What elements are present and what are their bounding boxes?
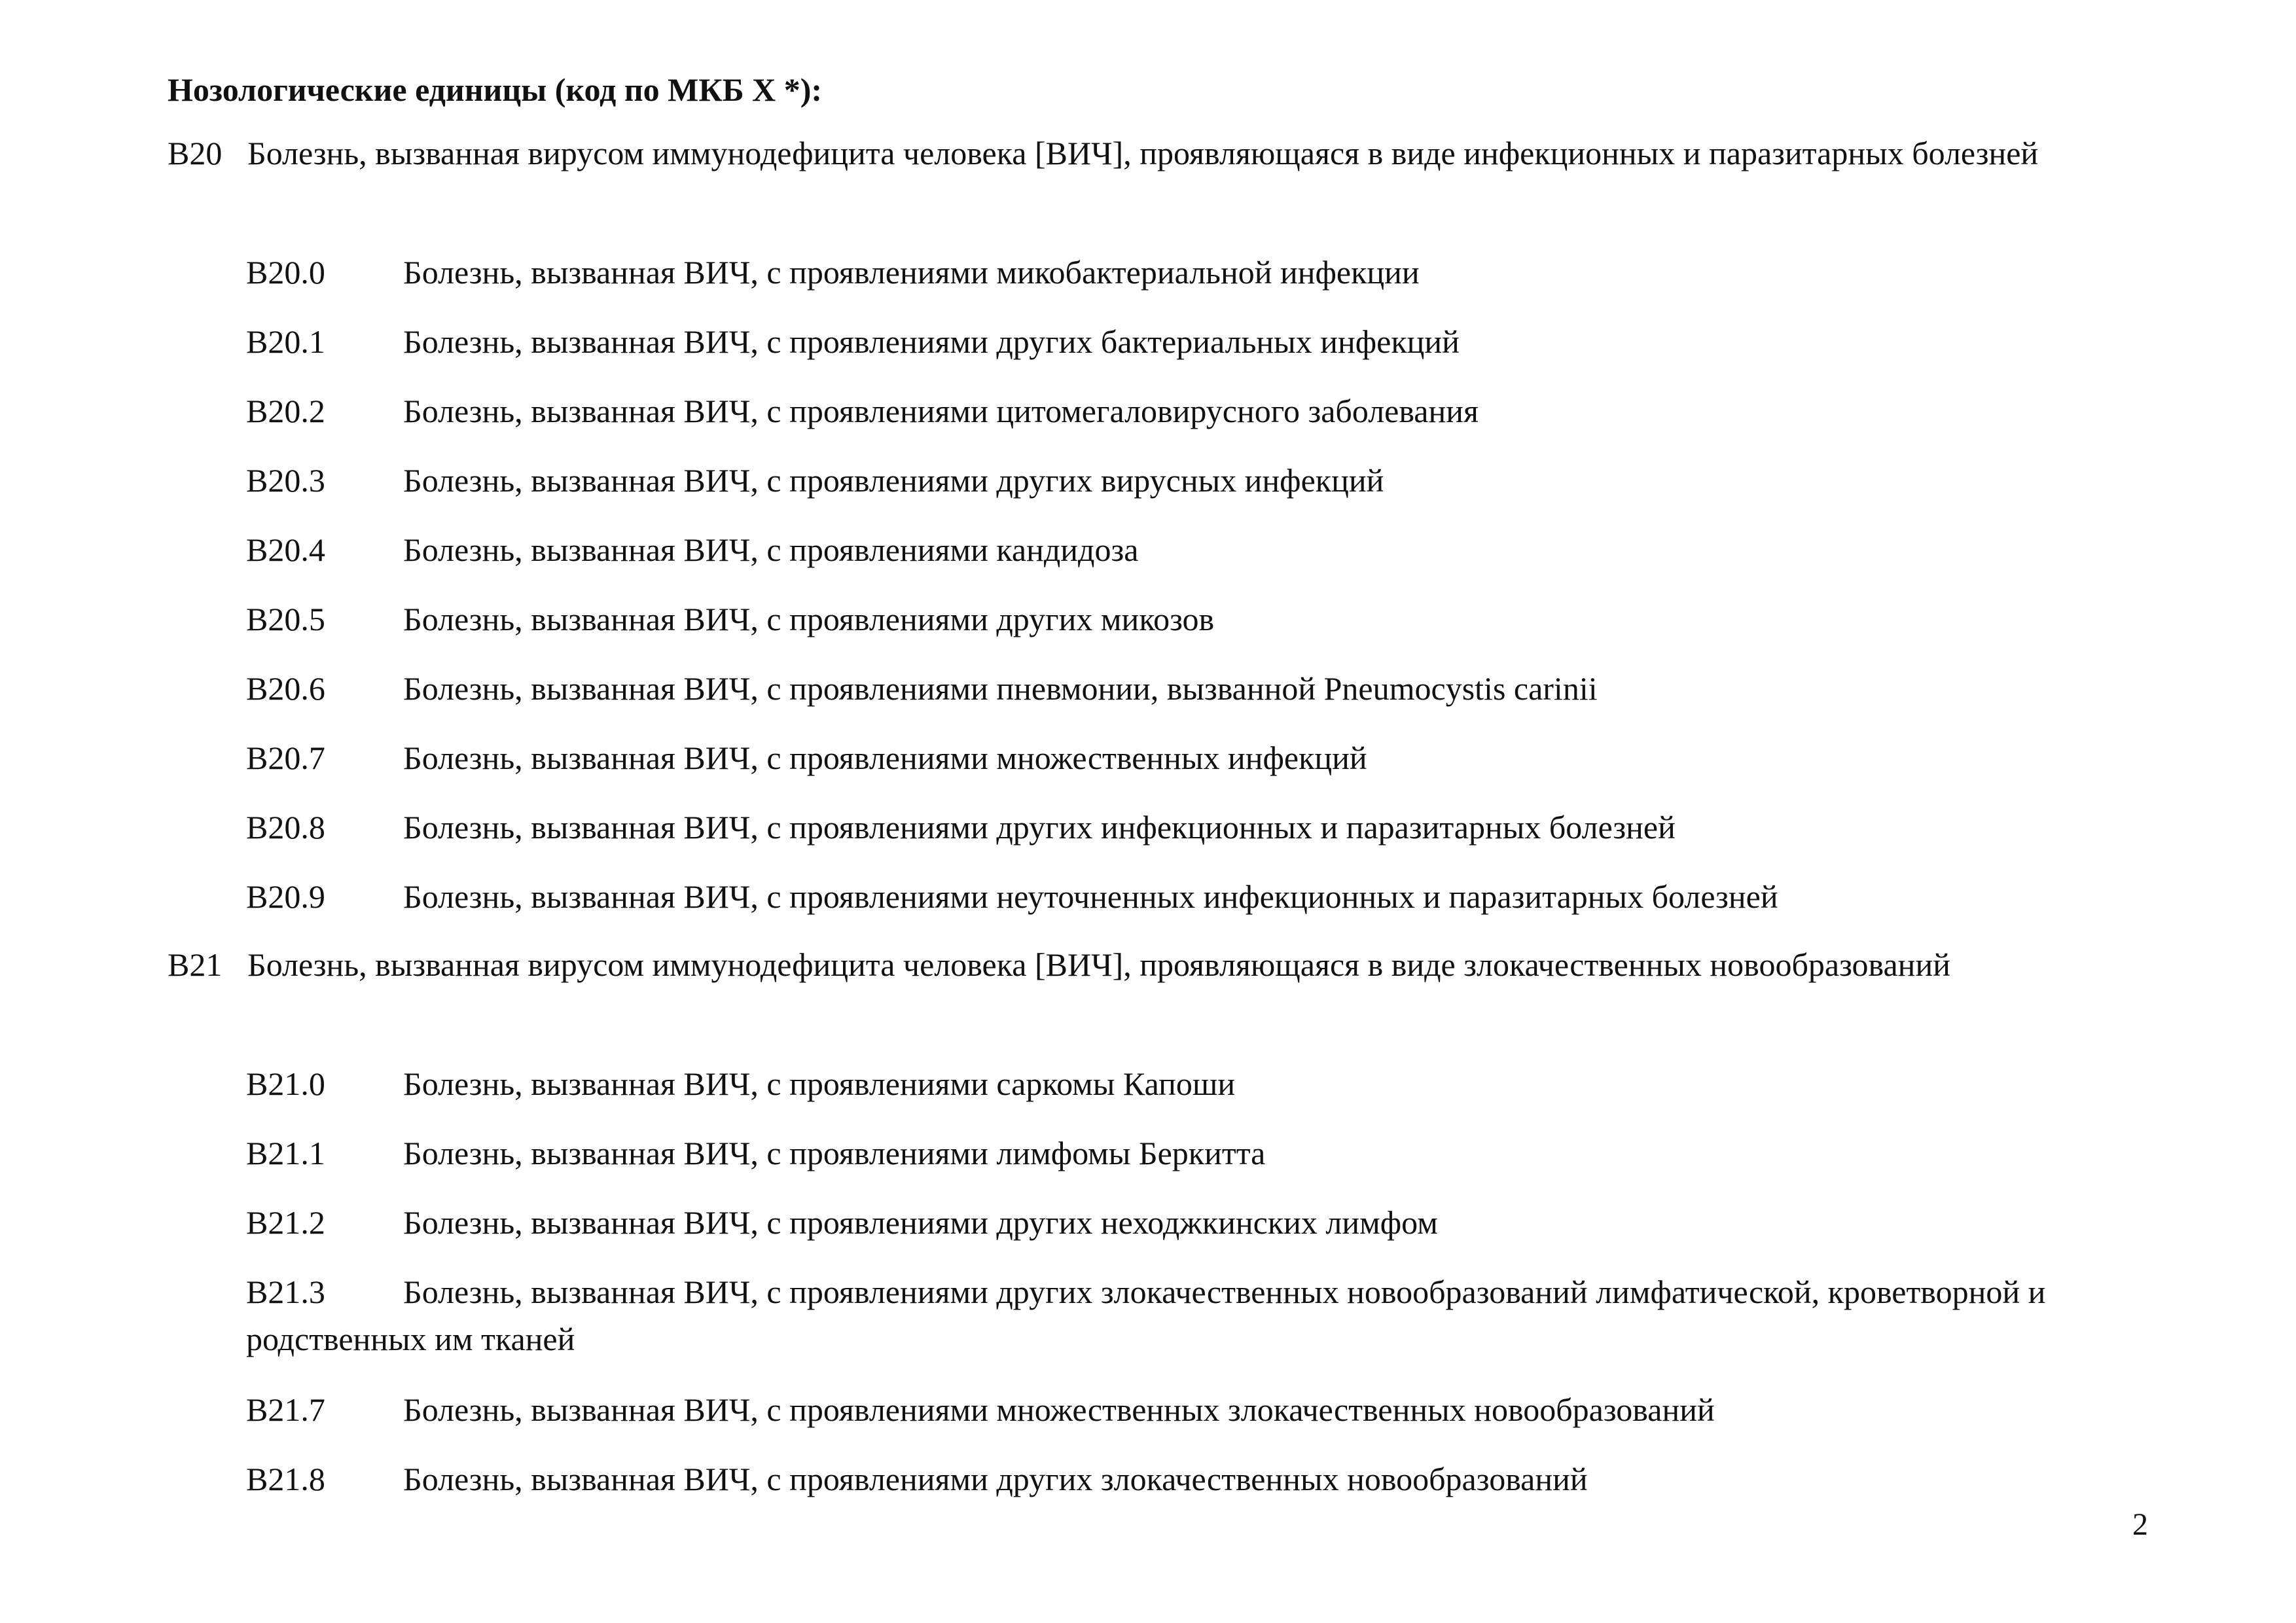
- page-number: 2: [2132, 1507, 2148, 1542]
- list-item: [246, 249, 1420, 296]
- entry-code: B20.9: [246, 878, 325, 915]
- entry-text: Болезнь, вызванная ВИЧ, с проявлениями множественных инфекций: [403, 740, 1367, 776]
- entry-code: B20.3: [246, 462, 325, 499]
- entry-text: Болезнь, вызванная ВИЧ, с проявлениями лимфомы Беркитта: [403, 1135, 1266, 1171]
- entry-code: B21.3: [246, 1274, 325, 1310]
- entry-text: Болезнь, вызванная ВИЧ, с проявлениями других злокачественных новообразований: [403, 1461, 1588, 1497]
- entry-code: B20.2: [246, 393, 325, 429]
- list-item: [246, 1455, 1588, 1503]
- list-item: [246, 1199, 1438, 1246]
- list-item: [246, 457, 1384, 504]
- group-title: Болезнь, вызванная вирусом иммунодефицита человека [ВИЧ], проявляющаяся в виде инфекционных и паразитарных болезней: [247, 135, 2039, 171]
- entry-code: B20.0: [246, 254, 325, 291]
- group-b21-heading: [168, 941, 2092, 988]
- list-item: [246, 804, 1676, 851]
- entry-text: Болезнь, вызванная ВИЧ, с проявлениями других бактериальных инфекций: [403, 323, 1460, 360]
- group-code: B21: [168, 946, 223, 983]
- entry-text: Болезнь, вызванная ВИЧ, с проявлениями кандидоза: [403, 531, 1139, 568]
- entry-code: B20.6: [246, 670, 325, 707]
- entry-text: Болезнь, вызванная ВИЧ, с проявлениями других неходжкинских лимфом: [403, 1204, 1438, 1241]
- list-item: [246, 1130, 1265, 1177]
- entry-text: Болезнь, вызванная ВИЧ, с проявлениями микобактериальной инфекции: [403, 254, 1420, 291]
- entry-code: B21.7: [246, 1391, 325, 1428]
- list-item: [246, 873, 1778, 920]
- entry-text: Болезнь, вызванная ВИЧ, с проявлениями других микозов: [403, 601, 1215, 637]
- list-item: [246, 387, 1479, 435]
- entry-text: Болезнь, вызванная ВИЧ, с проявлениями других вирусных инфекций: [403, 462, 1384, 499]
- section-heading: Нозологические единицы (код по МКБ X *):: [168, 71, 823, 108]
- list-item: [246, 526, 1138, 573]
- entry-code: B21.2: [246, 1204, 325, 1241]
- entry-text: Болезнь, вызванная ВИЧ, с проявлениями множественных злокачественных новообразований: [403, 1391, 1715, 1428]
- entry-text: Болезнь, вызванная ВИЧ, с проявлениями саркомы Капоши: [403, 1065, 1236, 1102]
- entry-code: B20.8: [246, 809, 325, 846]
- group-code: B20: [168, 135, 223, 171]
- entry-text: Болезнь, вызванная ВИЧ, с проявлениями других злокачественных новообразований лимфатической, кроветворной и родственных им тканей: [246, 1274, 2046, 1357]
- entry-text: Болезнь, вызванная ВИЧ, с проявлениями неуточненных инфекционных и паразитарных болезней: [403, 878, 1778, 915]
- group-b20-heading: [168, 130, 2092, 177]
- entry-text: Болезнь, вызванная ВИЧ, с проявлениями цитомегаловирусного заболевания: [403, 393, 1479, 429]
- entry-code: B20.4: [246, 531, 325, 568]
- entry-code: B20.5: [246, 601, 325, 637]
- list-item: [246, 1268, 2131, 1363]
- list-item: [246, 1386, 1715, 1433]
- list-item: [246, 318, 1460, 365]
- entry-code: B21.1: [246, 1135, 325, 1171]
- entry-text: Болезнь, вызванная ВИЧ, с проявлениями других инфекционных и паразитарных болезней: [403, 809, 1676, 846]
- list-item: [246, 734, 1367, 781]
- entry-code: B21.8: [246, 1461, 325, 1497]
- entry-code: B20.7: [246, 740, 325, 776]
- list-item: [246, 665, 1598, 712]
- group-title: Болезнь, вызванная вирусом иммунодефицита человека [ВИЧ], проявляющаяся в виде злокачественных новообразований: [247, 946, 1950, 983]
- entry-code: B20.1: [246, 323, 325, 360]
- entry-text: Болезнь, вызванная ВИЧ, с проявлениями пневмонии, вызванной Pneumocystis carinii: [403, 670, 1598, 707]
- list-item: [246, 596, 1214, 643]
- entry-code: B21.0: [246, 1065, 325, 1102]
- list-item: [246, 1060, 1235, 1107]
